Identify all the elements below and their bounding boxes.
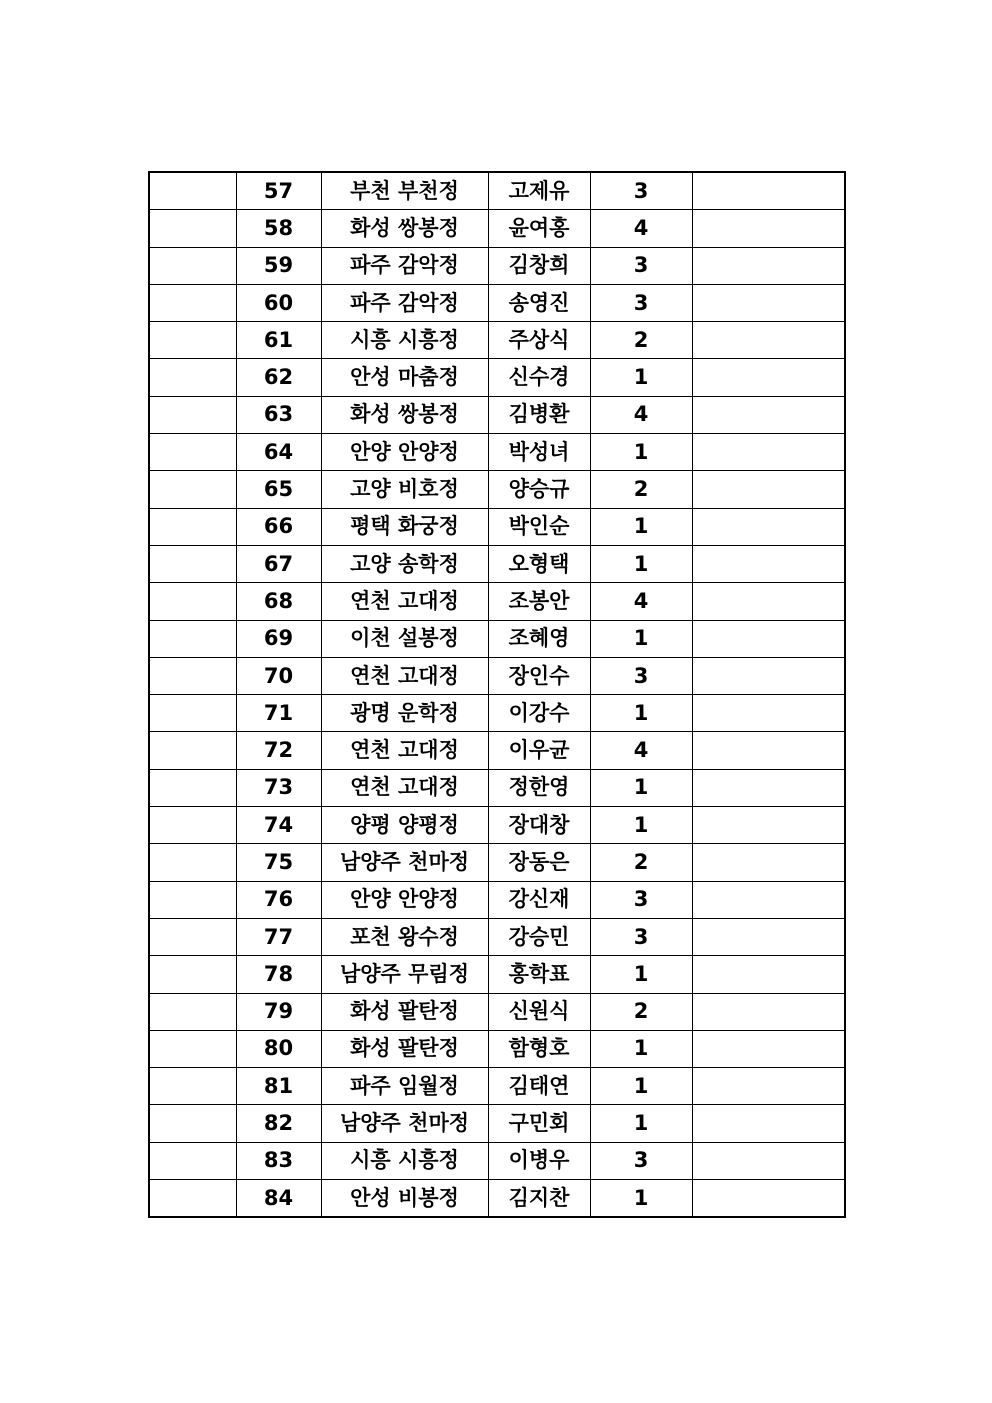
table-row (149, 210, 845, 247)
person-name-cell: 박인순 (488, 508, 590, 545)
row-number-cell: 77 (236, 918, 321, 955)
person-name-cell: 윤여홍 (488, 210, 590, 247)
person-name-cell: 장인수 (488, 657, 590, 694)
person-name-cell: 김병환 (488, 396, 590, 433)
club-name-cell: 화성 팔탄정 (321, 1030, 488, 1067)
row-number-cell: 72 (236, 732, 321, 769)
blank-cell-right (692, 620, 845, 657)
row-number-cell: 73 (236, 769, 321, 806)
row-number-cell: 68 (236, 583, 321, 620)
count-cell: 1 (590, 434, 692, 471)
count-cell: 4 (590, 396, 692, 433)
club-name-cell: 파주 임월정 (321, 1068, 488, 1105)
person-name-cell: 박성녀 (488, 434, 590, 471)
table-row (149, 284, 845, 321)
blank-cell-right (692, 1142, 845, 1179)
row-number-cell: 57 (236, 172, 321, 210)
count-cell: 2 (590, 322, 692, 359)
blank-cell-left (149, 284, 236, 321)
table-row (149, 583, 845, 620)
blank-cell-right (692, 284, 845, 321)
count-cell: 1 (590, 1180, 692, 1218)
row-number-cell: 62 (236, 359, 321, 396)
club-name-cell: 이천 설봉정 (321, 620, 488, 657)
table-row (149, 695, 845, 732)
blank-cell-right (692, 210, 845, 247)
row-number-cell: 60 (236, 284, 321, 321)
blank-cell-left (149, 359, 236, 396)
table-row (149, 396, 845, 433)
person-name-cell: 장대창 (488, 807, 590, 844)
row-number-cell: 81 (236, 1068, 321, 1105)
table-row (149, 359, 845, 396)
blank-cell-left (149, 956, 236, 993)
count-cell: 1 (590, 1105, 692, 1142)
club-name-cell: 화성 팔탄정 (321, 993, 488, 1030)
person-name-cell: 이강수 (488, 695, 590, 732)
count-cell: 1 (590, 620, 692, 657)
club-name-cell: 고양 비호정 (321, 471, 488, 508)
blank-cell-left (149, 434, 236, 471)
table-row (149, 807, 845, 844)
club-name-cell: 안양 안양정 (321, 881, 488, 918)
blank-cell-left (149, 807, 236, 844)
blank-cell-left (149, 695, 236, 732)
blank-cell-right (692, 956, 845, 993)
count-cell: 3 (590, 172, 692, 210)
person-name-cell: 주상식 (488, 322, 590, 359)
count-cell: 2 (590, 844, 692, 881)
count-cell: 1 (590, 956, 692, 993)
count-cell: 2 (590, 471, 692, 508)
table-row (149, 1180, 845, 1218)
count-cell: 1 (590, 807, 692, 844)
blank-cell-left (149, 583, 236, 620)
person-name-cell: 김지찬 (488, 1180, 590, 1218)
table-row (149, 172, 845, 210)
blank-cell-left (149, 172, 236, 210)
person-name-cell: 김창희 (488, 247, 590, 284)
row-number-cell: 74 (236, 807, 321, 844)
person-name-cell: 조혜영 (488, 620, 590, 657)
club-name-cell: 안양 안양정 (321, 434, 488, 471)
blank-cell-right (692, 545, 845, 582)
blank-cell-right (692, 247, 845, 284)
roster-body (149, 172, 845, 1217)
club-name-cell: 남양주 천마정 (321, 844, 488, 881)
person-name-cell: 김태연 (488, 1068, 590, 1105)
table-row (149, 881, 845, 918)
person-name-cell: 오형택 (488, 545, 590, 582)
person-name-cell: 장동은 (488, 844, 590, 881)
row-number-cell: 66 (236, 508, 321, 545)
row-number-cell: 58 (236, 210, 321, 247)
count-cell: 1 (590, 1068, 692, 1105)
count-cell: 3 (590, 657, 692, 694)
person-name-cell: 이병우 (488, 1142, 590, 1179)
club-name-cell: 연천 고대정 (321, 732, 488, 769)
club-name-cell: 남양주 무림정 (321, 956, 488, 993)
count-cell: 3 (590, 1142, 692, 1179)
count-cell: 1 (590, 359, 692, 396)
table-row (149, 956, 845, 993)
blank-cell-left (149, 545, 236, 582)
roster-table (148, 171, 846, 1218)
count-cell: 4 (590, 583, 692, 620)
blank-cell-right (692, 881, 845, 918)
row-number-cell: 78 (236, 956, 321, 993)
club-name-cell: 포천 왕수정 (321, 918, 488, 955)
blank-cell-right (692, 583, 845, 620)
club-name-cell: 부천 부천정 (321, 172, 488, 210)
blank-cell-right (692, 1030, 845, 1067)
count-cell: 1 (590, 695, 692, 732)
club-name-cell: 화성 쌍봉정 (321, 396, 488, 433)
person-name-cell: 강승민 (488, 918, 590, 955)
row-number-cell: 84 (236, 1180, 321, 1218)
count-cell: 3 (590, 284, 692, 321)
row-number-cell: 76 (236, 881, 321, 918)
blank-cell-left (149, 210, 236, 247)
person-name-cell: 양승규 (488, 471, 590, 508)
count-cell: 1 (590, 769, 692, 806)
table-row (149, 1105, 845, 1142)
blank-cell-left (149, 1030, 236, 1067)
blank-cell-right (692, 359, 845, 396)
blank-cell-left (149, 844, 236, 881)
club-name-cell: 고양 송학정 (321, 545, 488, 582)
club-name-cell: 시흥 시흥정 (321, 1142, 488, 1179)
blank-cell-left (149, 396, 236, 433)
blank-cell-left (149, 1068, 236, 1105)
table-row (149, 844, 845, 881)
blank-cell-right (692, 172, 845, 210)
row-number-cell: 71 (236, 695, 321, 732)
blank-cell-left (149, 881, 236, 918)
row-number-cell: 64 (236, 434, 321, 471)
blank-cell-right (692, 918, 845, 955)
count-cell: 3 (590, 247, 692, 284)
person-name-cell: 홍학표 (488, 956, 590, 993)
count-cell: 3 (590, 881, 692, 918)
blank-cell-right (692, 434, 845, 471)
club-name-cell: 연천 고대정 (321, 583, 488, 620)
person-name-cell: 신원식 (488, 993, 590, 1030)
blank-cell-left (149, 732, 236, 769)
row-number-cell: 70 (236, 657, 321, 694)
count-cell: 1 (590, 1030, 692, 1067)
person-name-cell: 조봉안 (488, 583, 590, 620)
table-row (149, 322, 845, 359)
club-name-cell: 평택 화궁정 (321, 508, 488, 545)
person-name-cell: 구민회 (488, 1105, 590, 1142)
table-row (149, 1030, 845, 1067)
count-cell: 1 (590, 545, 692, 582)
count-cell: 1 (590, 508, 692, 545)
blank-cell-right (692, 657, 845, 694)
blank-cell-left (149, 1180, 236, 1218)
blank-cell-left (149, 508, 236, 545)
table-row (149, 247, 845, 284)
blank-cell-right (692, 508, 845, 545)
table-row (149, 732, 845, 769)
club-name-cell: 화성 쌍봉정 (321, 210, 488, 247)
person-name-cell: 송영진 (488, 284, 590, 321)
club-name-cell: 파주 감악정 (321, 284, 488, 321)
table-row (149, 657, 845, 694)
blank-cell-right (692, 396, 845, 433)
row-number-cell: 80 (236, 1030, 321, 1067)
table-row (149, 1068, 845, 1105)
person-name-cell: 정한영 (488, 769, 590, 806)
blank-cell-left (149, 769, 236, 806)
row-number-cell: 69 (236, 620, 321, 657)
person-name-cell: 함형호 (488, 1030, 590, 1067)
count-cell: 2 (590, 993, 692, 1030)
row-number-cell: 82 (236, 1105, 321, 1142)
blank-cell-left (149, 993, 236, 1030)
blank-cell-right (692, 471, 845, 508)
club-name-cell: 연천 고대정 (321, 769, 488, 806)
club-name-cell: 남양주 천마정 (321, 1105, 488, 1142)
blank-cell-left (149, 322, 236, 359)
blank-cell-right (692, 732, 845, 769)
row-number-cell: 59 (236, 247, 321, 284)
blank-cell-right (692, 844, 845, 881)
row-number-cell: 61 (236, 322, 321, 359)
table-row (149, 769, 845, 806)
table-row (149, 1142, 845, 1179)
row-number-cell: 67 (236, 545, 321, 582)
blank-cell-left (149, 918, 236, 955)
row-number-cell: 75 (236, 844, 321, 881)
blank-cell-left (149, 1105, 236, 1142)
table-row (149, 620, 845, 657)
count-cell: 3 (590, 918, 692, 955)
club-name-cell: 안성 마춤정 (321, 359, 488, 396)
blank-cell-left (149, 1142, 236, 1179)
blank-cell-left (149, 620, 236, 657)
blank-cell-right (692, 1180, 845, 1218)
count-cell: 4 (590, 210, 692, 247)
person-name-cell: 이우균 (488, 732, 590, 769)
blank-cell-left (149, 471, 236, 508)
blank-cell-right (692, 695, 845, 732)
row-number-cell: 65 (236, 471, 321, 508)
person-name-cell: 고제유 (488, 172, 590, 210)
blank-cell-right (692, 993, 845, 1030)
table-row (149, 993, 845, 1030)
blank-cell-right (692, 769, 845, 806)
blank-cell-right (692, 807, 845, 844)
row-number-cell: 83 (236, 1142, 321, 1179)
blank-cell-right (692, 322, 845, 359)
blank-cell-right (692, 1105, 845, 1142)
person-name-cell: 신수경 (488, 359, 590, 396)
table-row (149, 545, 845, 582)
table-row (149, 434, 845, 471)
club-name-cell: 광명 운학정 (321, 695, 488, 732)
club-name-cell: 시흥 시흥정 (321, 322, 488, 359)
person-name-cell: 강신재 (488, 881, 590, 918)
club-name-cell: 안성 비봉정 (321, 1180, 488, 1218)
count-cell: 4 (590, 732, 692, 769)
row-number-cell: 79 (236, 993, 321, 1030)
table-row (149, 471, 845, 508)
club-name-cell: 파주 감악정 (321, 247, 488, 284)
blank-cell-right (692, 1068, 845, 1105)
table-row (149, 918, 845, 955)
row-number-cell: 63 (236, 396, 321, 433)
club-name-cell: 양평 양평정 (321, 807, 488, 844)
blank-cell-left (149, 247, 236, 284)
blank-cell-left (149, 657, 236, 694)
club-name-cell: 연천 고대정 (321, 657, 488, 694)
table-row (149, 508, 845, 545)
